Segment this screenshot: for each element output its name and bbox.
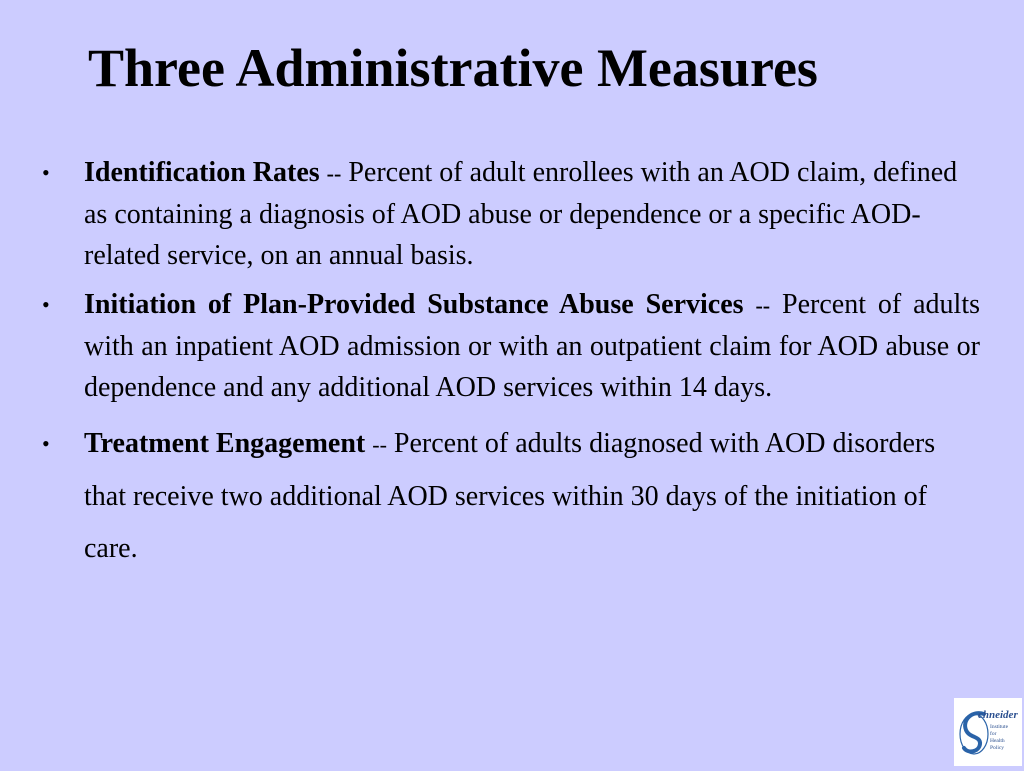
bullet-initiation-services — [40, 284, 980, 408]
svg-text:Policy: Policy — [990, 745, 1005, 751]
svg-text:for: for — [990, 731, 997, 737]
bullet-icon: • — [42, 292, 50, 317]
bullet-term: Initiation of Plan-Provided Substance Abuse Services — [84, 289, 744, 320]
bullet-text: Percent of adults diagnosed with AOD disorders that receive two additional AOD services within 30 days of the initiation of care. — [84, 428, 936, 564]
bullet-text: Percent of adults with an inpatient AOD admission or with an outpatient claim for AOD abuse or dependence and any additional AOD services within 14 days. — [84, 289, 981, 403]
bullet-icon: • — [42, 431, 50, 456]
bullet-term: Identification Rates — [84, 157, 320, 188]
schneider-institute-logo — [954, 698, 1022, 766]
svg-text:Health: Health — [990, 738, 1005, 744]
bullet-term: Treatment Engagement — [84, 428, 366, 459]
bullet-separator: -- — [755, 293, 771, 318]
bullet-identification-rates — [40, 152, 980, 276]
bullet-list — [40, 152, 980, 575]
bullet-text: Percent of adult enrollees with an AOD claim, defined as containing a diagnosis of AOD abuse or dependence or a specific AOD-related service, on an annual basis. — [84, 157, 958, 271]
bullet-separator: -- — [372, 432, 387, 457]
bullet-separator: -- — [326, 161, 342, 186]
bullet-treatment-engagement — [40, 418, 980, 575]
slide-title: Three Administrative Measures — [88, 38, 818, 98]
bullet-icon: • — [42, 160, 50, 185]
svg-text:chneider: chneider — [978, 709, 1018, 721]
svg-text:Institute: Institute — [990, 724, 1009, 730]
schneider-logo-icon — [954, 698, 1022, 766]
